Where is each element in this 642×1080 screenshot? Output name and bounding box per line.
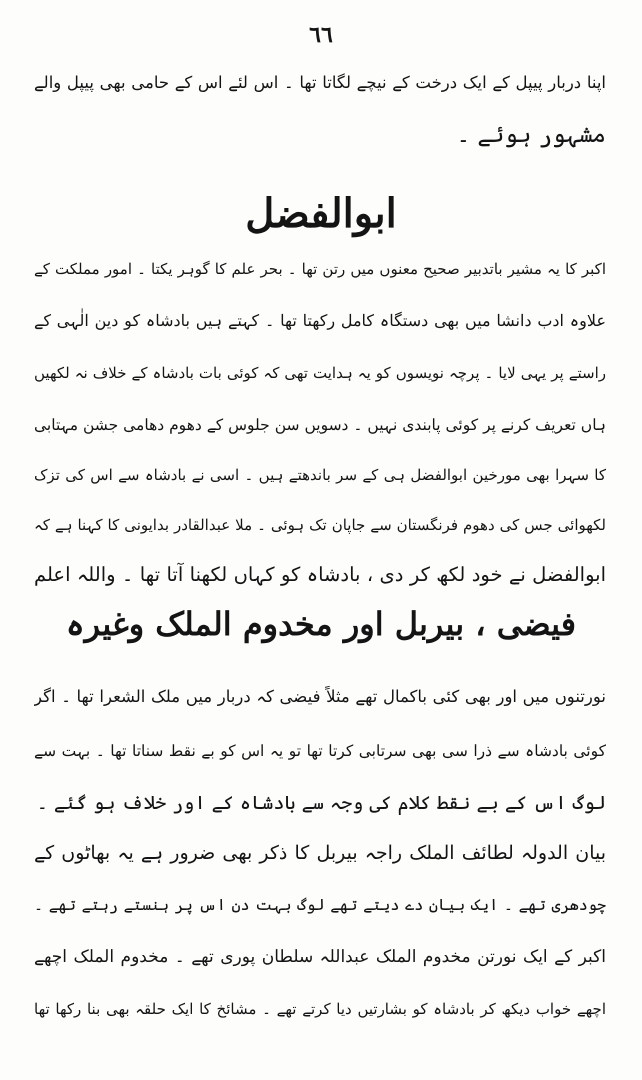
section-2-line-5: چودھری تھے ۔ ایک بیان دے دیتے تھے لوگ بہت دن اس پر ہنستے رہتے تھے ۔ xyxy=(34,896,606,914)
section-heading-faizi-birbal: فیضی ، بیربل اور مخدوم الملک وغیرہ xyxy=(65,605,577,643)
section-1-line-1: اکبر کا یہ مشیر باتدبیر صحیح معنوں میں رتن تھا ۔ بحر علم کا گوہر یکتا ۔ امور مملکت کے xyxy=(34,260,606,278)
section-1-line-5: کا سہرا بھی مورخین ابوالفضل ہی کے سر باندھتے ہیں ۔ اسی نے بادشاہ سے اس کی تزک xyxy=(34,466,606,484)
section-2-line-2: کوئی بادشاہ سے ذرا سی بھی سرتابی کرتا تھا تو یہ اس کو بے نقط سناتا تھا ۔ بہت سے xyxy=(34,742,606,760)
section-2-line-3: لوگ اس کے بے نقط کلام کی وجہ سے بادشاہ کے اور خلاف ہو گئے ۔ xyxy=(36,792,606,814)
intro-line-1: اپنا دربار پیپل کے ایک درخت کے نیچے لگاتا تھا ۔ اس لئے اس کے حامی بھی پیپل والے xyxy=(34,73,606,92)
section-2-line-4: بیان الدولہ لطائف الملک راجہ بیربل کا ذکر بھی ضرور ہے یہ بھاٹوں کے xyxy=(34,842,606,864)
section-1-line-7: ابوالفضل نے خود لکھ کر دی ، بادشاہ کو کہاں لکھنا آتا تھا ۔ واللہ اعلم xyxy=(34,563,606,586)
section-2-line-7: اچھے خواب دیکھ کر بادشاہ کو بشارتیں دیا کرتے تھے ۔ مشائخ کا ایک حلقہ بھی بنا رکھا تھا xyxy=(34,1000,606,1018)
section-1-line-6: لکھوائی جس کی دھوم فرنگستان سے جاپان تک ہوئی ۔ ملا عبدالقادر بدایونی کا کہنا ہے کہ xyxy=(34,516,606,534)
section-heading-abul-fazl: ابوالفضل xyxy=(245,190,397,237)
page-number: ٦٦ xyxy=(309,22,333,48)
intro-line-2: مشہور ہوئے ۔ xyxy=(456,122,606,148)
section-1-line-2: علاوہ ادب دانشا میں بھی دستگاہ کامل رکھتا تھا ۔ کہتے ہیں بادشاہ کو دین الٰہی کے xyxy=(34,311,606,330)
section-2-line-1: نورتنوں میں اور بھی کئی باکمال تھے مثلاً فیضی کہ دربار میں ملک الشعرا تھا ۔ اگر xyxy=(34,687,606,706)
section-1-line-3: راستے پر یہی لایا ۔ پرچہ نویسوں کو یہ ہدایت تھی کہ کوئی بات بادشاہ کے خلاف نہ لکھیں xyxy=(34,364,606,382)
section-1-line-4: ہاں تعریف کرنے پر کوئی پابندی نہیں ۔ دسویں سن جلوس کے دھوم دھامی جشن مہتابی xyxy=(34,416,606,434)
section-2-line-6: اکبر کے ایک نورتن مخدوم الملک عبداللہ سلطان پوری تھے ۔ مخدوم الملک اچھے xyxy=(34,947,606,967)
